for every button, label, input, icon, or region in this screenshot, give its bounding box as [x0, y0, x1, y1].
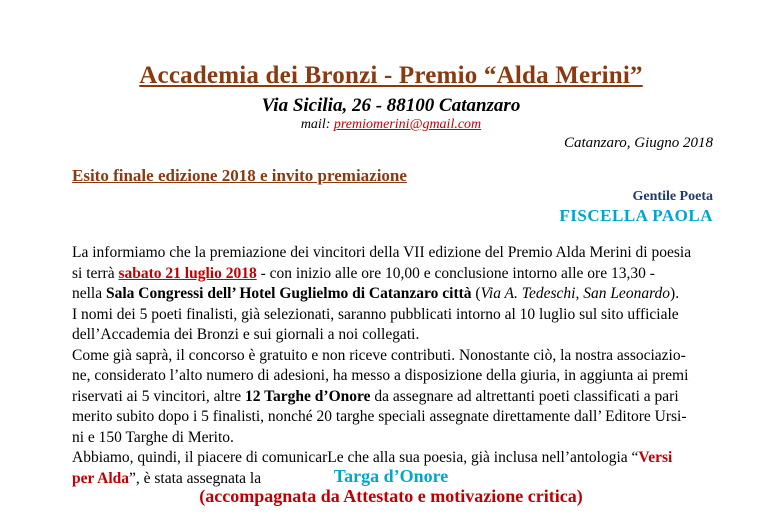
body-line — [72, 346, 714, 367]
body-text: nella — [72, 285, 106, 302]
body-line — [72, 387, 714, 408]
venue-street: Via A. Tedeschi, San Leonardo — [480, 285, 671, 302]
body-line — [72, 264, 714, 285]
body-text — [72, 387, 679, 408]
mail-line — [0, 117, 782, 133]
body-text: da assegnare ad altrettanti poeti classificati a pari — [370, 387, 679, 405]
body-text — [72, 264, 655, 285]
body-line — [72, 284, 714, 305]
body-text: - con inizio alle ore 10,00 e conclusione intorno alle ore 13,30 - — [256, 264, 655, 282]
body-text: ni e 150 Targhe di Merito. — [72, 428, 234, 446]
anthology-title: per Alda — [72, 469, 129, 487]
date-place: Catanzaro, Giugno 2018 — [563, 135, 713, 151]
body-text: Come già saprà, il concorso è gratuito e non riceve contributi. Nonostante ciò, la nostra associazio- — [72, 346, 686, 364]
letter-body — [72, 243, 714, 489]
body-text: La informiamo che la premiazione dei vincitori della VII edizione del Premio Alda Merini di poesia — [72, 244, 692, 261]
award-detail: (accompagnata da Attestato e motivazione critica) — [199, 486, 583, 506]
award-name: Targa d’Onore — [333, 466, 449, 486]
document-title: Accademia dei Bronzi - Premio “Alda Merini” — [139, 62, 643, 89]
recipient-greeting: Gentile Poeta — [632, 189, 713, 204]
body-line — [72, 428, 714, 449]
body-text: ( — [471, 285, 481, 302]
body-text: si terrà — [72, 264, 119, 282]
body-line — [72, 407, 714, 428]
address-line: Via Sicilia, 26 - 88100 Catanzaro — [261, 95, 521, 116]
body-text: ”, è stata assegnata la — [129, 469, 262, 487]
body-text: riservati ai 5 vincitori, altre — [72, 387, 246, 405]
body-line — [72, 366, 714, 387]
body-text: Abbiamo, quindi, il piacere di comunicarLe che alla sua poesia, già inclusa nell’antologia “ — [72, 449, 639, 466]
targhe-onore-count: 12 Targhe d’Onore — [245, 387, 371, 405]
body-text: I nomi dei 5 poeti finalisti, già selezionati, saranno pubblicati intorno al 10 luglio sul sito ufficiale — [72, 305, 679, 323]
body-text: ). — [670, 285, 680, 302]
event-date: sabato 21 luglio 2018 — [118, 264, 257, 282]
email-link[interactable]: premiomerini@gmail.com — [333, 117, 482, 132]
body-line — [72, 243, 714, 264]
recipient-name: FISCELLA PAOLA — [559, 206, 713, 225]
event-venue: Sala Congressi dell’ Hotel Guglielmo di Catanzaro città — [106, 285, 472, 302]
body-text: dell’Accademia dei Bronzi e sui giornali a noi collegati. — [72, 326, 420, 343]
subject-heading: Esito finale edizione 2018 e invito premiazione — [72, 166, 407, 185]
body-text: merito subito dopo i 5 finalisti, nonché 20 targhe speciali assegnate direttamente dall’ Editore Ursi- — [72, 408, 687, 425]
mail-label: mail: — [300, 117, 334, 132]
body-line — [72, 305, 714, 326]
anthology-title: Versi — [638, 449, 673, 466]
body-line — [72, 325, 714, 346]
body-text: ne, considerato l’alto numero di adesioni, ha messo a disposizione della giuria, in aggiunta ai premi — [72, 367, 689, 384]
